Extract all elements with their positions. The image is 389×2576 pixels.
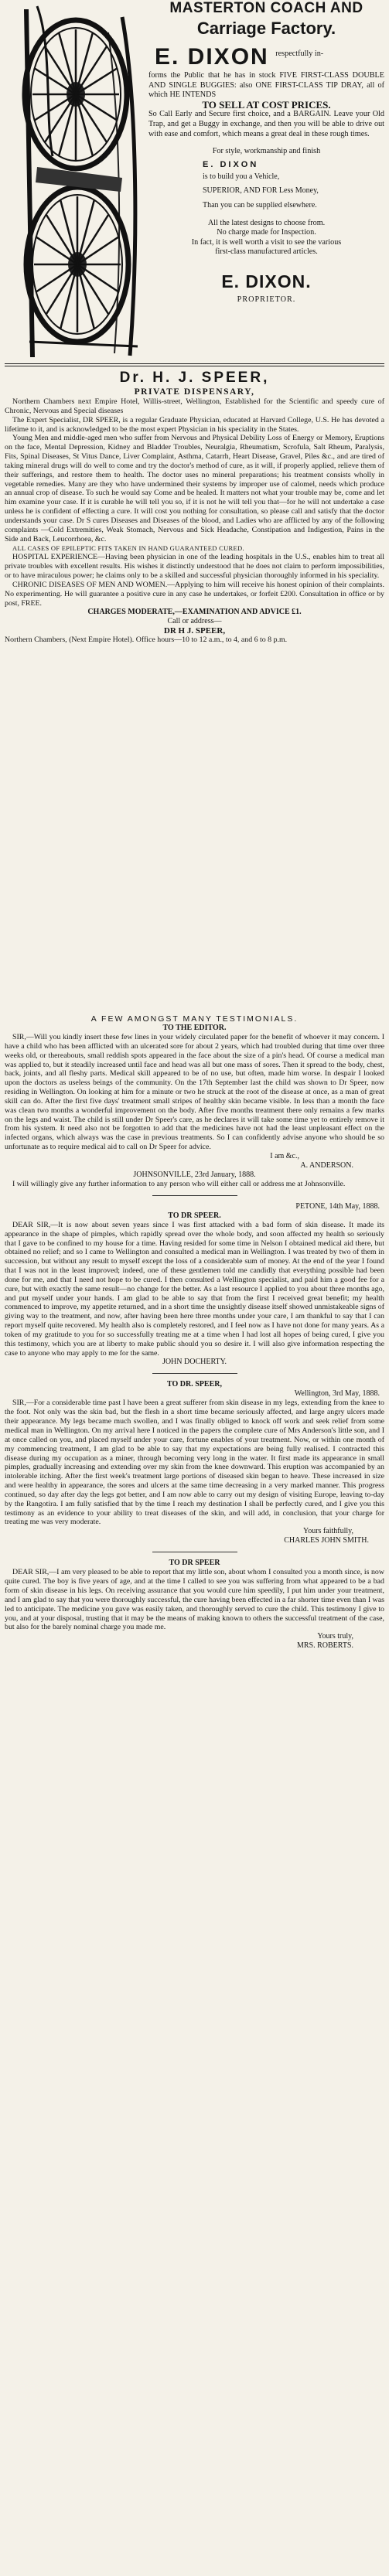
testimonial-1-sign-2: A. ANDERSON. — [300, 1160, 353, 1170]
testimonial-3-body: SIR,—For a considerable time past I have been a great sufferer from skin disease in my legs, extending from the knee to the foot. Not only was the skin bad, but the flesh in a short time became seriously affected, and large angry ulcers made their appearance. My legs became much swollen, and I was finally obliged to knock off work and seek relief from some medical man in Wellington. On my arrival here I noticed in the papers the complete cure of Mrs Anderson's little son, and I at once called on you, and placed myself under your care, fortune enables of your treatment. Now, or within one month of my commencing treatment, I am glad to be able to say that my expectations are being fully realised. I contracted this disease during my occupation as a miner, through becoming very long in the water. It first made its appearance in small pimples, gradually increasing and extending over my skin from the knee downward. This eruption was accompanied by an intolerable itching. After the first week's treatment large portions of diseased skin began to heave. These increased in size and were healthy in appearance, the sores and ulcers at the same time decreasing in a very marked manner. This progress continued, so day after day the legs got better, and I am now able to carry out my design of visiting Europe, leaving to-day by the Rangotira. I am fully satisfied that by the time I reach my destination I shall be perfectly cured, and I give you this testimony as an evidence to your ability to treat diseases of the skin, and will add, in conclusion, that your charge for treating me was very moderate. — [5, 1399, 384, 1527]
dixon-subheading: Carriage Factory. — [196, 19, 336, 38]
testimonial-1-to: TO THE EDITOR. — [162, 1024, 227, 1032]
dixon-signature: E. DIXON. — [221, 271, 312, 291]
speer-charges: CHARGES MODERATE,—EXAMINATION AND ADVICE £1. — [87, 608, 302, 617]
speer-para-6: CHRONIC DISEASES OF MEN AND WOMEN.—Applying to him will receive his honest opinion of their complaints. No experimenting. He will guarantee a positive cure in any case he undertakes, or forfeit £200. Consultation in office or by post, FREE. — [5, 580, 384, 608]
dixon-brace-1: is to build you a Vehicle, — [203, 172, 280, 181]
testimonial-3-sign-1: Yours faithfully, — [302, 1527, 353, 1536]
testimonial-3-sign-2: CHARLES JOHN SMITH. — [284, 1536, 369, 1545]
testimonial-3-to: TO DR. SPEER, — [167, 1380, 222, 1389]
testimonial-1-note: I will willingly give any further information to any person who will either call or address me at Johnsonville. — [12, 1179, 346, 1188]
testimonial-1-place: JOHNSONVILLE, 23rd January, 1888. — [133, 1170, 256, 1179]
speer-para-3: Young Men and middle-aged men who suffer from Nervous and Physical Debility Loss of Energy or Memory, Eruptions on the face, Mental Depression, Kidney and Bladder Troubles, Neuralgia, Rheumatism, Scrofula, Salt Rheum, Paralysis, Fits, Spinal Diseases, St Vitus Dance, Liver Complaint, Asthma, Catarrh, Heart Disease, Gravel, Piles &c., and are tired of taking mineral drugs will do well to come and try the doctor's method of cure, as it will, if properly applied, relieve them of their sufferings, and restore them to health. The doctor uses no mineral preparations; his treatment consists wholly in vegetable remedies. Many are they who have undermined their systems by improper use of calomel, needs which produce an annual crop of disease. To such he would say Come and be healed. It matters not what your trouble may be, come and let him examine your case. If it is curable he will tell you so, if it is not he will tell you that—for he will not undertake a case unless he is confident of effecting a cure. It will cost you nothing for consultation, so please call and satisfy that the doctor understands your case. Dr S cures Diseases and Diseases of the blood, and Ladies who are afflicted by any of the following complaints —Cold Extremities, Weak Stomach, Nervous and Sick Headache, Constipation and Indigestion, Pains in the Side and Back, Leucorrhoea, &c. — [5, 434, 384, 543]
speer-title: Dr. H. J. SPEER, — [119, 370, 270, 386]
short-divider — [152, 1373, 237, 1374]
short-divider — [152, 1195, 237, 1196]
dixon-respect: respectfully in- — [275, 49, 324, 58]
speer-addr-name: DR H J. SPEER, — [163, 626, 226, 636]
testimonial-2-body: DEAR SIR,—It is now about seven years since I was first attacked with a bad form of skin disease. It made its appearance in the shape of pimples, which rapidly spread over the whole body, and soon affected my health so seriously that I gave to be confined to my house for a time. Having resided for some time in Nelson I obtained medical aid there, but obtained no relief; and so I came to Wellington and consulted a medical man in Wellington. I was treated by two of them in succession, but without any result to myself except the loss of a considerable sum of money. At the end of the year I found that I was not in the least improved; indeed, one of these gentlemen told me candidly that everything possible had been done for me, and that I need not hope to be cured. I then consulted a Wellington specialist, and paid him a good fee for a cure, but with exactly the same result—no change for the better. As a last resource I applied to you about three months ago, and put myself under your hands. I am glad to be able to say that from the first I received great benefit; my health commenced to improve, my appetite returned, and in a short time the unsightly disease itself showed unmistakeable signs of giving way to the treatment, and now, after having been here three months under your care, I am thankful to say that I can report myself quite recovered. My health also is completely restored, and I feel now as I have not done for many years. As a token of my gratitude to you for so successfully treating me at a time when I had lost all hopes of being cured, I give you this testimony, which you are at liberty to make public should you so desire it. I will also give information respecting the case to anyone who may apply to me for the same. — [5, 1220, 384, 1358]
dixon-proprietor: PROPRIETOR. — [237, 295, 296, 304]
testimonial-4-sign-1: Yours truly, — [317, 1632, 353, 1641]
testimonial-4-to: TO DR SPEER — [169, 1559, 220, 1568]
dixon-designs-3: In fact, it is well worth a visit to see the various first-class manufactured articles. — [191, 237, 342, 257]
speer-call: Call or address— — [167, 617, 222, 626]
speer-para-2: The Expert Specialist, DR SPEER, is a regular Graduate Physician, educated at Harvard College, U.S. He has devoted a lifetime to it, and is acknowledged to be the most expert Physician in his speciality in the States. — [5, 415, 384, 434]
dixon-brace-2: SUPERIOR, AND FOR Less Money, — [203, 186, 319, 196]
speer-address: Northern Chambers, (Next Empire Hotel). Office hours—10 to 12 a.m., to 4, and 6 to 8 p.m. — [5, 635, 288, 645]
dixon-name-line — [148, 45, 384, 70]
speer-body — [5, 397, 384, 608]
dixon-body-1: forms the Public that he has in stock FIVE FIRST-CLASS DOUBLE AND SINGLE BUGGIES: also ONE FIRST-CLASS TIP DRAY, all of which HE INTENDS — [148, 71, 384, 100]
speer-para-5: HOSPITAL EXPERIENCE—Having been physician in one of the leading hospitals in the U.S., enables him to treat all private troubles with excellent results. His wishes it distinctly understood that he does not claim to perform impossibilities, or to have miraculous power; he claims only to be a skilled and successful physician thoroughly informed in his speciality. — [5, 553, 384, 581]
testimonial-2-sign: JOHN DOCHERTY. — [162, 1358, 227, 1367]
divider-rule — [5, 363, 384, 364]
testimonials-heading: A FEW AMONGST MANY TESTIMONIALS. — [90, 1014, 299, 1024]
dixon-initial: E. DIXON — [155, 44, 269, 70]
testimonial-1-sign-1: I am &c., — [270, 1151, 299, 1160]
carriage-wheel-illustration — [6, 2, 145, 359]
testimonial-1-body: SIR,—Will you kindly insert these few lines in your widely circulated paper for the benefit of whoever it may concern. I have a child who has been afflicted with an ulcerated sore for about 2 years, which had troubled during that time over three weeks old, or thereabouts, small reddish spots appeared in the face about the size of a pin's head. Of course a medical man was applied to, but it steadily increased until face and head was all but one mass of sores. Then it spread to the body, chest, back, joints, and all fleshy parts. Medical skill appeared to be of no use, but often, made him worse. In despair I looked upon the doctors as useless beings of the community. On the 17th September last the child was shown to Dr Speer, now residing in Wellington. On looking at him for a minute or two he struck at the root of the disease at once, as a man of great skill can do. After the first five days' treatment small stripes of healthy skin became visible. In less than a month the face was clean two months a wonderful improvement on the body. After five months treatment there only remains a few marks on the legs and waist. The child is still under Dr Speer's care, as he declares it will take some time yet to entirely remove it from his system. It need also not be forgotten to add that the medicines have not had the least unpleasant effect on the infected organs, which always was the case in previous treatments. So I can confidently advise anyone who should be so unfortunate as to require medical aid to call on Dr Speer for advice. — [5, 1033, 384, 1152]
testimonial-4-sign-2: MRS. ROBERTS. — [296, 1641, 353, 1651]
dixon-designs-1: All the latest designs to choose from. — [207, 218, 326, 227]
testimonials-section — [5, 1014, 384, 1651]
testimonial-2-to: TO DR SPEER. — [168, 1211, 221, 1220]
speer-para-1: Northern Chambers next Empire Hotel, Willis-street, Wellington, Established for the Scientific and speedy cure of Chronic, Nervous and Special diseases — [5, 397, 384, 415]
testimonial-4-body: DEAR SIR,—I am very pleased to be able to report that my little son, about whom I consulted you a month since, is now quite cured. The boy is five years of age, and at the time I called to see you was suffering from what appeared to be a bad form of skin disease in his legs. On receiving assurance that you would cure him speedily, I put him under your treatment, and I am glad to say that you were thoroughly successful, the cure having been effected in a far shorter time even than I was led to anticipate. The medicine you gave was easily taken, and thoroughly served to cure the child. This testimony I give to you, and at your disposal, trusting that it may be the means of making known to others the successful treatment of the case, but also for the barely nominal charge you made me. — [5, 1568, 384, 1632]
testimonial-3-date: Wellington, 3rd May, 1888. — [294, 1389, 380, 1399]
dixon-heading: MASTERTON COACH AND — [169, 0, 363, 16]
dixon-style-line: For style, workmanship and finish — [212, 147, 321, 156]
dixon-text-block — [148, 0, 384, 304]
dixon-cost-prices: TO SELL AT COST PRICES. — [202, 98, 331, 111]
dixon-advert — [5, 0, 384, 362]
dixon-initial-2: E. DIXON — [203, 159, 259, 169]
testimonial-2-date: PETONE, 14th May, 1888. — [295, 1201, 380, 1211]
dixon-brace-3: Than you can be supplied elsewhere. — [203, 200, 317, 210]
speer-subtitle: PRIVATE DISPENSARY, — [134, 387, 255, 397]
dixon-designs-2: No charge made for Inspection. — [217, 228, 316, 237]
speer-para-4: ALL CASES OF EPILEPTIC FITS TAKEN IN HAND GUARANTEED CURED. — [12, 543, 244, 552]
dixon-body-3: So Call Early and Secure first choice, and a BARGAIN. Leave your Old Trap, and get a Buggy in exchange, and then you will be able to drive out with ease and comfort, which means a great deal in these rough times. — [148, 110, 384, 138]
speer-advert — [5, 370, 384, 645]
